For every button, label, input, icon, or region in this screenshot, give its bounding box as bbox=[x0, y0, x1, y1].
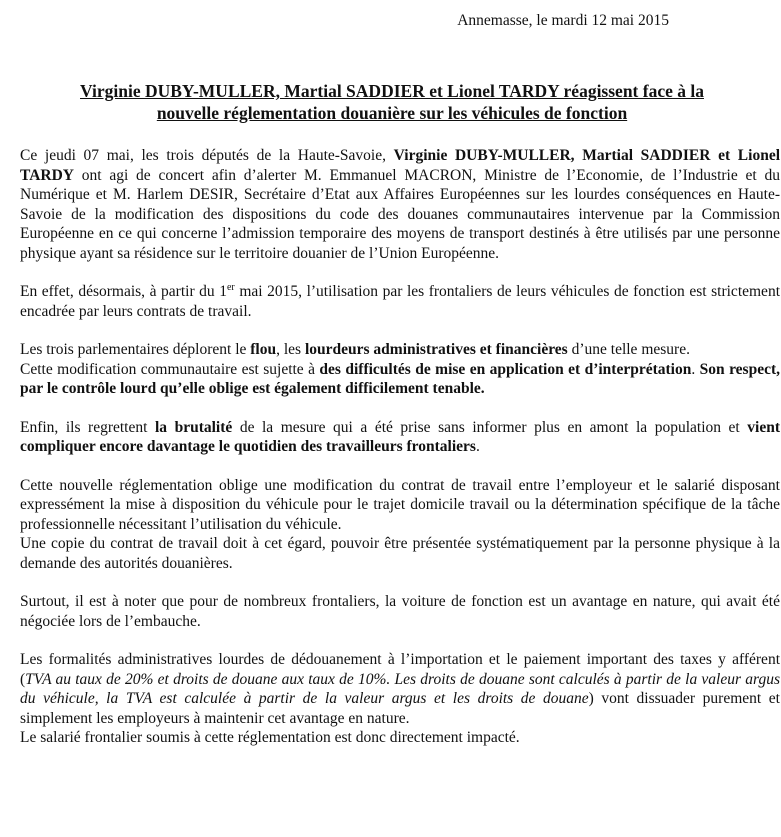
text: mai 2015, l’utilisation par les frontaliers de leurs véhicules de fonction est strictement encadrée par leurs contrats de travail. bbox=[20, 283, 780, 320]
paragraph-benefit: Surtout, il est à noter que pour de nombreux frontaliers, la voiture de fonction est un avantage en nature, qui avait été négociée lors de l’embauche. bbox=[20, 593, 780, 630]
text: ) vont dissuader purement et simplement les employeurs à maintenir cet avantage en nature. bbox=[20, 690, 780, 727]
emphasis: lourdeurs administratives et financières bbox=[304, 341, 568, 358]
paragraph-formalities bbox=[20, 650, 780, 728]
paragraph-deplore bbox=[20, 340, 780, 360]
text: En effet, désormais, à partir du 1 bbox=[20, 283, 227, 300]
text: ont agi de concert afin d’alerter M. Emmanuel MACRON, Ministre de l’Economie, de l’Industrie et du Numérique et M. Harlem DESIR, Secrétaire d’Etat aux Affaires Européennes sur les lourdes conséquences en Haute-Savoie de la modification des dispositions du code des douanes communautaires intervenue par la Commission Européenne en ce qui concerne l’admission temporaire des moyens de transport destinés à être utilisés par une personne physique ayant sa résidence sur le territoire douanier de l’Union Européenne. bbox=[20, 166, 780, 262]
press-release-title bbox=[22, 80, 762, 124]
text: , les bbox=[276, 341, 305, 358]
paragraph-contract: Cette nouvelle réglementation oblige une modification du contrat de travail entre l’employeur et le salarié disposant expressément la mise à disposition du véhicule pour le trajet domicile travail ou la détermination spécifique de la tâche professionnelle nécessitant l’utilisation du véhicule. bbox=[20, 476, 780, 533]
press-release-body bbox=[20, 146, 780, 748]
emphasis: flou bbox=[250, 341, 277, 358]
text: d’une telle mesure. bbox=[567, 341, 690, 358]
paragraph-difficulties bbox=[20, 360, 780, 399]
text: de la mesure qui a été prise sans informer plus en amont la population et bbox=[232, 418, 748, 436]
title-line-2: nouvelle réglementation douanière sur les véhicules de fonction bbox=[156, 103, 628, 123]
paragraph-copy: Une copie du contrat de travail doit à cet égard, pouvoir être présentée systématiquement par la personne physique à la demande des autorités douanières. bbox=[20, 535, 780, 572]
text: Les formalités administratives lourdes de dédouanement à l’importation et le paiement important des taxes y afférent ( bbox=[20, 651, 780, 688]
tax-note: TVA au taux de 20% et droits de douane aux taux de 10%. Les droits de douane sont calculés à partir de la valeur argus du véhicule, la TVA est calculée à partir de la valeur argus et les droits de douane bbox=[20, 670, 780, 707]
text: . bbox=[691, 360, 700, 378]
paragraph-intro bbox=[20, 146, 780, 263]
paragraph-brutality bbox=[20, 418, 780, 457]
emphasis: des difficultés de mise en application et d’interprétation bbox=[319, 360, 692, 378]
dateline: Annemasse, le mardi 12 mai 2015 bbox=[457, 12, 669, 29]
text: Cette modification communautaire est sujette à bbox=[20, 360, 320, 378]
emphasis: Son respect, par le contrôle lourd qu’elle oblige est également difficilement tenable. bbox=[20, 360, 780, 397]
deputies-names: Virginie DUBY-MULLER, Martial SADDIER et Lionel TARDY bbox=[20, 147, 781, 184]
title-line-1: Virginie DUBY-MULLER, Martial SADDIER et Lionel TARDY réagissent face à la bbox=[80, 81, 704, 101]
paragraph-impact: Le salarié frontalier soumis à cette réglementation est donc directement impacté. bbox=[20, 729, 520, 746]
emphasis: la brutalité bbox=[154, 418, 233, 436]
ordinal-suffix: er bbox=[226, 281, 235, 293]
paragraph-effective-date bbox=[20, 282, 780, 321]
text: Les trois parlementaires déplorent le bbox=[20, 341, 251, 358]
emphasis: vient compliquer encore davantage le quotidien des travailleurs frontaliers bbox=[20, 418, 780, 455]
text: Enfin, ils regrettent bbox=[20, 418, 155, 436]
text: Ce jeudi 07 mai, les trois députés de la Haute-Savoie, bbox=[20, 147, 394, 164]
text: . bbox=[475, 438, 480, 455]
